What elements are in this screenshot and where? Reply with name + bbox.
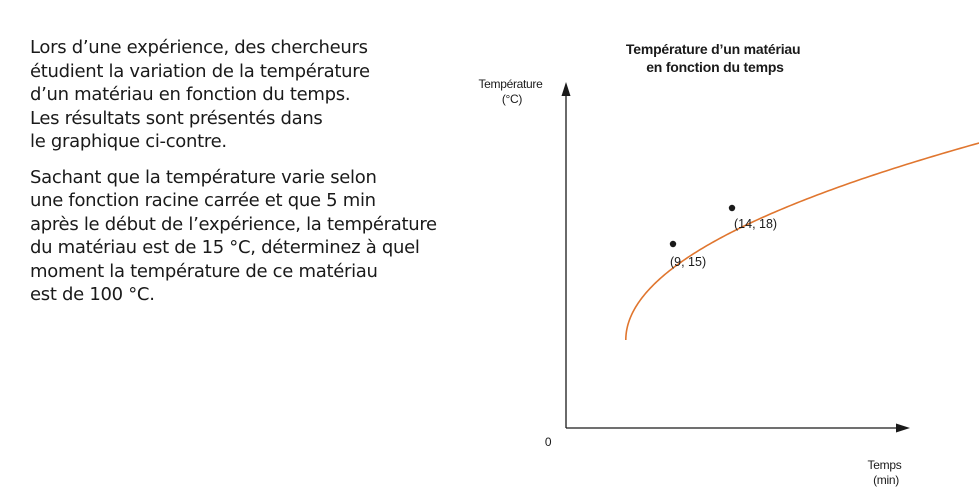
- chart-title-line-2: en fonction du temps: [646, 59, 784, 75]
- y-axis-label-line-1: Température: [478, 77, 543, 91]
- y-axis-label: [478, 77, 545, 106]
- x-axis-label-line-1: Temps: [867, 458, 902, 472]
- data-point-label-1: (9, 15): [670, 255, 707, 269]
- chart-title: [626, 41, 804, 75]
- data-point-1: [670, 241, 676, 247]
- x-axis-label-line-2: (min): [873, 473, 899, 487]
- data-point-2: [729, 205, 735, 211]
- y-axis-arrow: [562, 82, 571, 96]
- problem-paragraph-2: Sachant que la température varie selon une fonction racine carrée et que 5 min après le début de l’expérience, la température du matériau est de 15 °C, déterminez à quel moment la température de ce matériau est de 100 °C.: [30, 166, 437, 305]
- data-point-label-2: (14, 18): [734, 217, 778, 231]
- x-axis-arrow: [896, 424, 910, 433]
- chart-title-line-1: Température d’un matériau: [625, 41, 801, 57]
- problem-paragraph-1: Lors d’une expérience, des chercheurs étudient la variation de la température d’un matériau en fonction du temps. Les résultats sont présentés dans le graphique ci-contre.: [30, 37, 370, 152]
- x-axis-label: [868, 458, 905, 487]
- square-root-curve: [626, 127, 979, 340]
- origin-label: 0: [544, 435, 552, 449]
- y-axis-label-line-2: (°C): [501, 92, 523, 106]
